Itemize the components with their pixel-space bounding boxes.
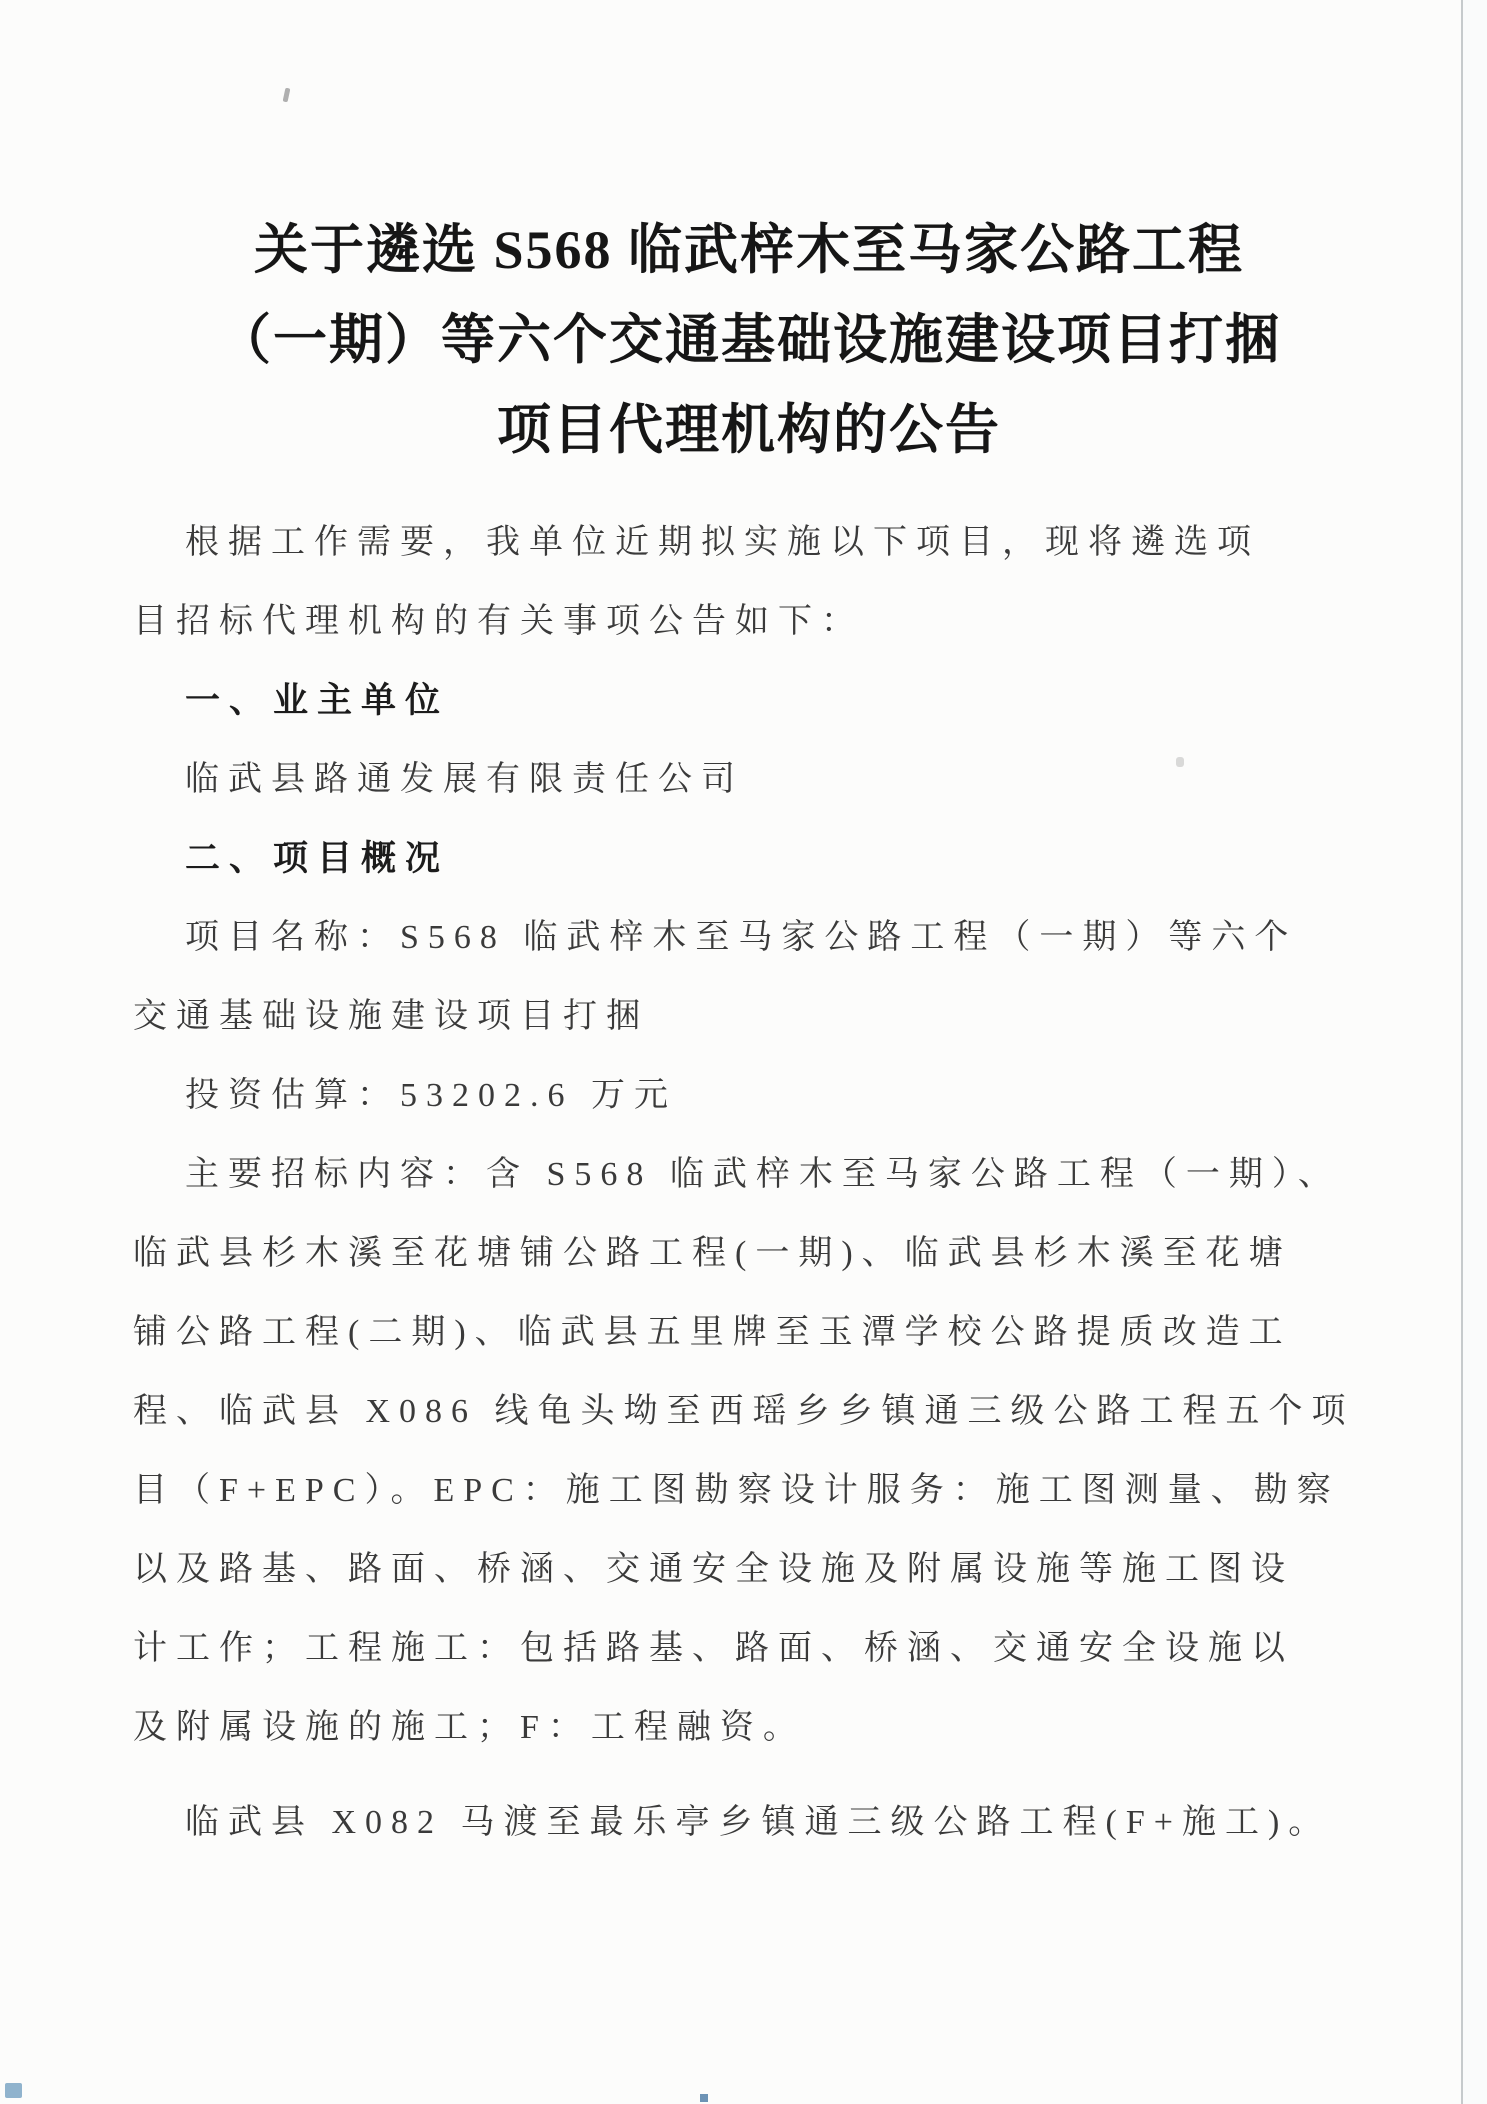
- body-line: 目（F+EPC）。EPC：施工图勘察设计服务：施工图测量、勘察: [133, 1472, 1340, 1509]
- blue-corner-mark: [5, 2083, 22, 2098]
- body-line: 计工作；工程施工：包括路基、路面、桥涵、交通安全设施以: [133, 1630, 1294, 1667]
- body-line: 临武县路通发展有限责任公司: [185, 761, 744, 798]
- body-line: 目招标代理机构的有关事项公告如下：: [133, 603, 864, 640]
- title-line-2: （一期）等六个交通基础设施建设项目打捆: [217, 310, 1281, 370]
- section-heading: 一、业主单位: [185, 681, 450, 720]
- body-line: 临武县 X082 马渡至最乐亭乡镇通三级公路工程(F+施工)。: [185, 1804, 1332, 1841]
- body-line: 临武县杉木溪至花塘铺公路工程(一期)、临武县杉木溪至花塘: [133, 1235, 1292, 1272]
- body-line: 根据工作需要，我单位近期拟实施以下项目，现将遴选项: [185, 524, 1260, 561]
- body-line: 主要招标内容：含 S568 临武梓木至马家公路工程（一期）、: [185, 1156, 1341, 1193]
- title-line-1: 关于遴选 S568 临武梓木至马家公路工程: [253, 220, 1245, 280]
- body-line: 项目名称：S568 临武梓木至马家公路工程（一期）等六个: [185, 919, 1298, 956]
- blue-dot-mark: [700, 2094, 708, 2102]
- scan-edge-gutter: [1463, 0, 1487, 2104]
- body-line: 铺公路工程(二期)、临武县五里牌至玉潭学校公路提质改造工: [133, 1314, 1292, 1351]
- document-title: [133, 205, 1365, 475]
- document-body: [133, 503, 1365, 1862]
- body-line: 及附属设施的施工；F：工程融资。: [133, 1709, 806, 1746]
- title-line-3: 项目代理机构的公告: [497, 400, 1001, 460]
- body-line: 投资估算：53202.6 万元: [185, 1077, 677, 1114]
- body-line: 交通基础设施建设项目打捆: [133, 998, 649, 1035]
- body-line: 以及路基、路面、桥涵、交通安全设施及附属设施等施工图设: [133, 1551, 1294, 1588]
- document-content: [133, 0, 1365, 1862]
- scan-speck: [1176, 757, 1184, 767]
- section-heading: 二、项目概况: [185, 839, 450, 878]
- body-line: 程、临武县 X086 线龟头坳至西瑶乡乡镇通三级公路工程五个项: [133, 1393, 1355, 1430]
